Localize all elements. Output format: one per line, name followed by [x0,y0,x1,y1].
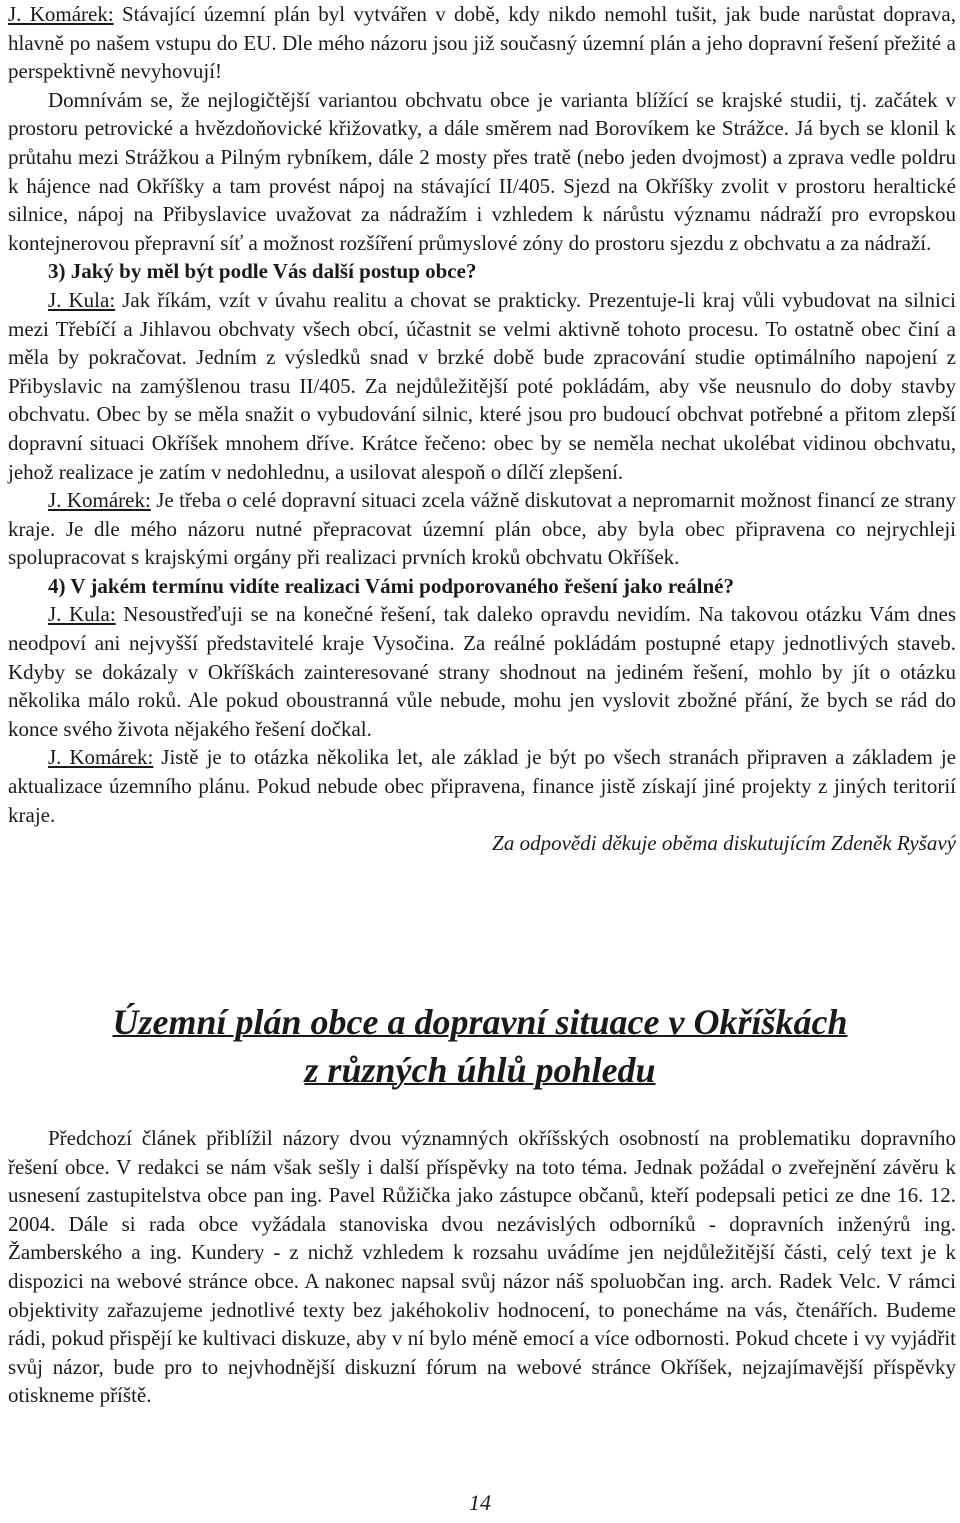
answer-paragraph [8,0,956,86]
speaker-name: J. Kula: [48,602,116,627]
interview-section [8,0,956,858]
answer-text: Stávající územní plán byl vytvářen v době, kdy nikdo nemohl tušit, jak bude narůstat doprava, hlavně po našem vstupu do EU. Dle mého názoru jsou již současný územní plán a jeho dopravní řešení přežité a perspektivně nevyhovují! [8,2,956,84]
interview-signature: Za odpovědi děkuje oběma diskutujícím Zdeněk Ryšavý [492,831,956,856]
article-title [0,998,960,1094]
answer-paragraph [8,600,956,743]
speaker-name: J. Komárek: [48,488,151,513]
article-title-line: z různých úhlů pohledu [304,1050,656,1090]
speaker-name: J. Kula: [48,287,116,312]
answer-text: Je třeba o celé dopravní situaci zcela vážně diskutovat a nepromarnit možnost financí ze strany kraje. Je dle mého názoru nutné přepracovat územní plán obce, aby byla obec připravena co nejrychleji spolupracovat s krajskými orgány při realizaci prvních kroků obchvatu Okříšek. [8,488,956,570]
answer-paragraph [8,486,956,572]
speaker-name: J. Komárek: [48,745,154,770]
answer-text: Nesoustřeďuji se na konečné řešení, tak daleko opravdu nevidím. Na takovou otázku Vám dnes neodpoví ani nejvyšší představitelé kraje Vysočina. Za reálné pokládám postupné etapy jednotlivých staveb. Kdyby se dokázaly v Okříškách zainteresované strany shodnout na jediném řešení, mohlo by jít o otázku několika málo roků. Ale pokud oboustranná vůle nebude, mohu jen vyslovit zbožné přání, že bych se rád do konce svého života nějakého řešení dočkal. [8,602,957,741]
article-title-line: Územní plán obce a dopravní situace v Okříškách [112,1002,848,1042]
answer-text: Jak říkám, vzít v úvahu realitu a chovat se prakticky. Prezentuje-li kraj vůli vybudovat na silnici mezi Třebíčí a Jihlavou obchvaty všech obcí, účastnit se velmi aktivně tohoto procesu. To ostatně obec činí a měla by pokračovat. Jedním z výsledků snad v brzké době bude zpracování studie optimálního napojení z Přibyslavic na zamýšlenou trasu II/405. Za nejdůležitější poté pokládám, aby vše neusnulo do doby stavby obchvatu. Obec by se měla snažit o vybudování silnic, které jsou pro budoucí obchvat potřebné a přitom zlepší dopravní situaci Okříšek mnohem dříve. Krátce řečeno: obec by se neměla nechat ukolébat vidinou obchvatu, jehož realizace je zatím v nedohlednu, a usilovat alespoň o dílčí zlepšení. [8,287,957,484]
speaker-name: J. Komárek: [8,2,114,26]
answer-paragraph [8,286,956,486]
answer-paragraph [8,743,956,829]
article-paragraph: Předchozí článek přiblížil názory dvou významných okříšských osobností na problematiku dopravního řešení obce. V redakci se nám však sešly i další příspěvky na toto téma. Jednak požádal o zveřejnění závěru k usnesení zastupitelstva obce pan ing. Pavel Růžička jako zástupce občanů, kteří podepsali petici ze dne 16. 12. 2004. Dále si rada obce vyžádala stanoviska dvou nezávislých odborníků - dopravních inženýrů ing. Žamberského a ing. Kundery - z nichž vzhledem k rozsahu uvádíme jen nejdůležitější části, celý text je k dispozici na webové stránce obce. A nakonec napsal svůj názor náš spoluobčan ing. arch. Radek Velc. V rámci objektivity zařazujeme jednotlivé texty bez jakéhokoliv hodnocení, to ponecháme na vás, čtenářích. Budeme rádi, pokud přispějí ke kultivaci diskuze, aby v ní bylo méně emocí a více odbornosti. Pokud chcete i vy vyjádřit svůj názor, bude pro to nejvhodnější diskuzní fórum na webové stránce Okříšek, nejzajímavější příspěvky otiskneme příště. [8,1126,956,1408]
article-body [8,1124,956,1410]
answer-paragraph: Domnívám se, že nejlogičtější variantou obchvatu obce je varianta blížící se krajské studii, tj. začátek v prostoru petrovické a hvězdoňovické křižovatky, a dále směrem nad Borovíkem ke Strážce. Já bych se klonil k průtahu mezi Strážkou a Pilným rybníkem, dále 2 mosty přes tratě (nebo jeden dvojmost) a zprava vedle poldru k hájence nad Okříšky a tam provést nápoj na stávající II/405. Sjezd na Okříšky zvolit v prostoru heraltické silnice, nápoj na Přibyslavice uvažovat za nádražím i vzhledem k nárůstu významu nádraží pro evropskou kontejnerovou přepravní síť a možnost rozšíření průmyslové zóny do prostoru sjezdu z obchvatu a za nádraží. [8,87,956,255]
question-heading: 3) Jaký by měl být podle Vás další postup obce? [48,259,477,284]
page-number: 14 [469,1490,491,1515]
answer-text: Jistě je to otázka několika let, ale základ je být po všech stranách připraven a základem je aktualizace územního plánu. Pokud nebude obec připravena, finance jistě získají jiné projekty z jiných teritorií kraje. [8,745,956,827]
question-heading: 4) V jakém termínu vidíte realizaci Vámi podporovaného řešení jako reálné? [48,573,734,598]
